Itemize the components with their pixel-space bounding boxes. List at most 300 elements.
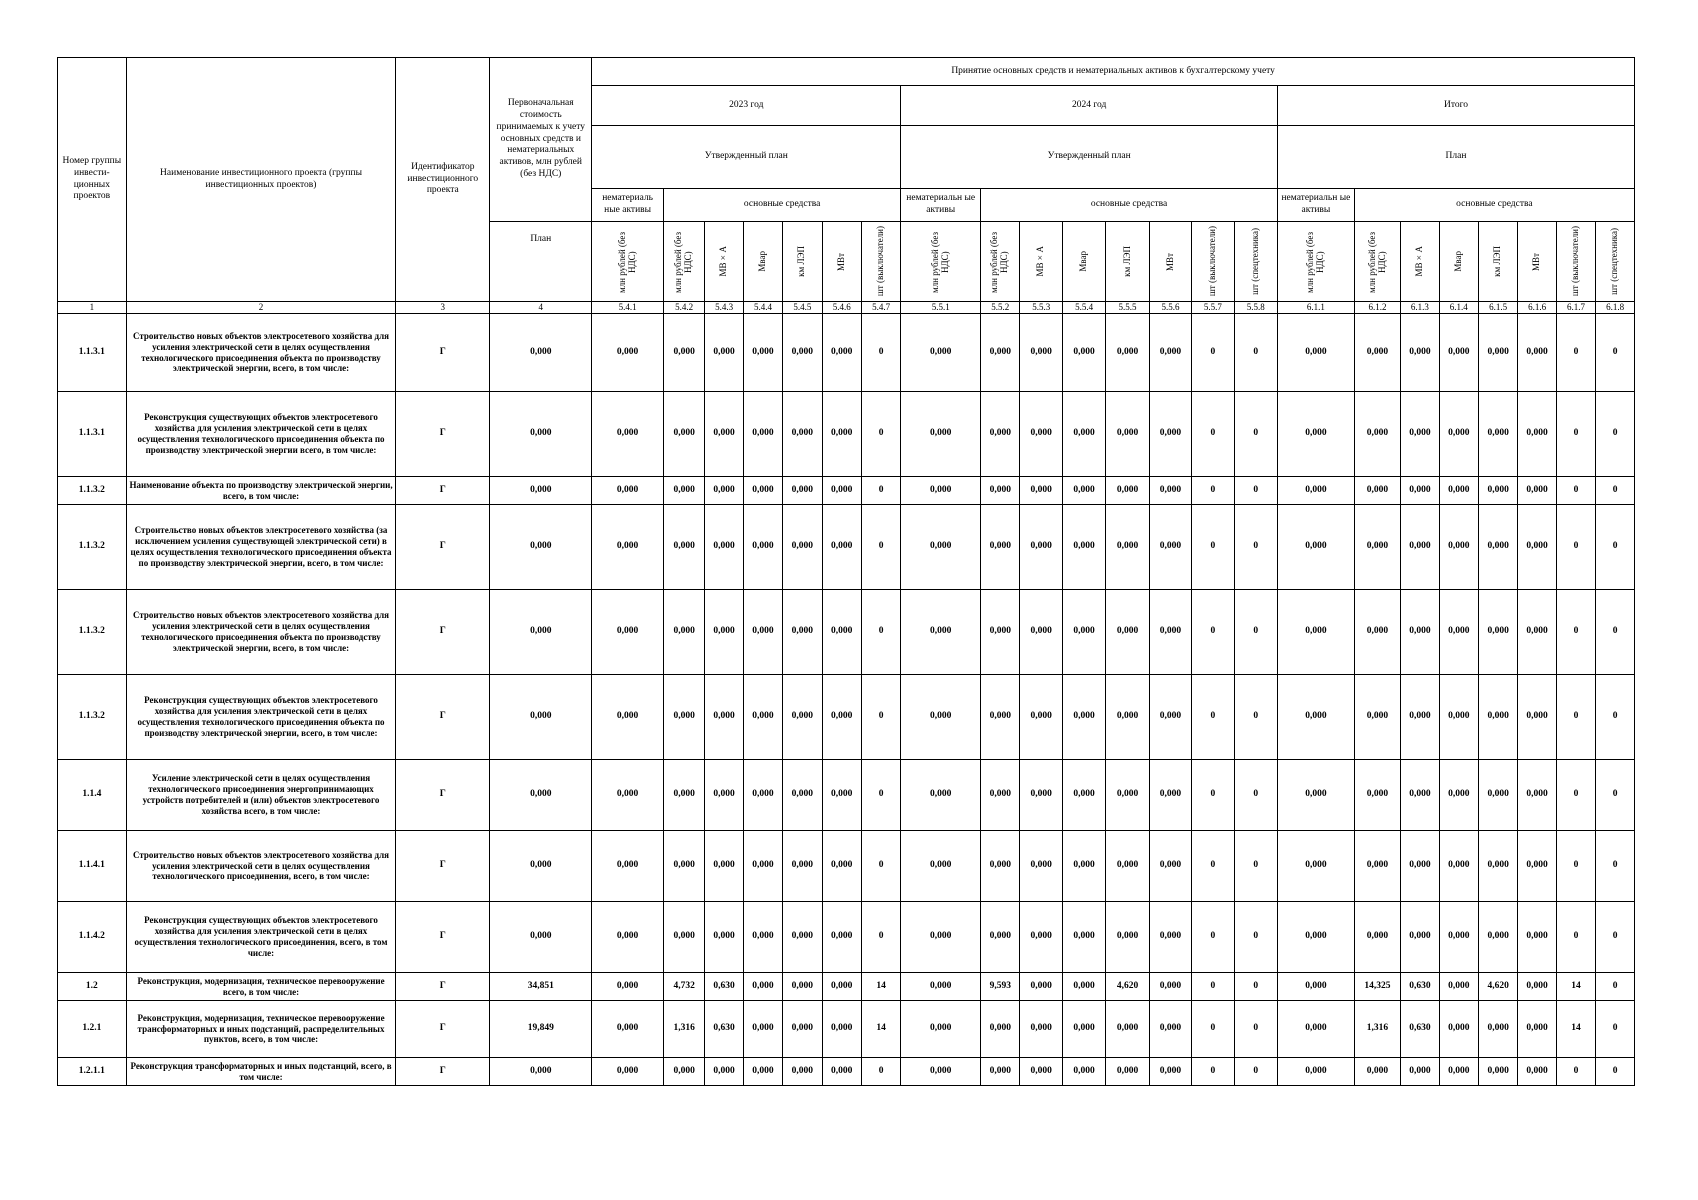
value-cell: 0,000	[1439, 760, 1478, 831]
value-cell: 0,000	[1401, 1058, 1439, 1086]
value-cell: 0,000	[1439, 1058, 1478, 1086]
column-number: 5.5.5	[1106, 302, 1149, 314]
unit-label: млн рублей (без НДС)	[929, 230, 950, 293]
value-cell: 0,000	[783, 973, 822, 1001]
value-cell: 14	[861, 1001, 900, 1058]
value-cell: 0,000	[1020, 477, 1062, 505]
value-cell: 0	[1556, 831, 1595, 902]
unit-label: МВ×А	[1413, 246, 1424, 277]
value-cell: 0,000	[1518, 973, 1556, 1001]
value-cell: 0,000	[743, 590, 782, 675]
value-cell: 0,000	[1062, 1058, 1105, 1086]
unit-label: шт (выключатели)	[875, 226, 886, 297]
column-number: 3	[396, 302, 490, 314]
value-cell: 0	[1596, 831, 1635, 902]
value-cell: 0	[1234, 1001, 1277, 1058]
value-cell: 0	[1596, 392, 1635, 477]
value-cell: 0,000	[1106, 477, 1149, 505]
value-cell: 0,000	[822, 1001, 861, 1058]
value-cell: 14	[1556, 973, 1595, 1001]
value-cell: 0,000	[1518, 675, 1556, 760]
value-cell: 0,000	[1020, 831, 1062, 902]
value-cell: 0	[1596, 760, 1635, 831]
value-cell: 0,000	[901, 831, 981, 902]
header-plan-2023: Утвержденный план	[592, 126, 901, 189]
value-cell: 0,000	[901, 675, 981, 760]
value-cell: 0,000	[783, 902, 822, 973]
value-cell: 0,000	[822, 1058, 861, 1086]
value-cell: 0,000	[490, 314, 592, 392]
value-cell: 0,000	[663, 477, 704, 505]
value-cell: 0,000	[1401, 831, 1439, 902]
value-cell: 0,000	[1149, 760, 1191, 831]
unit-header-2024-2	[981, 222, 1020, 302]
value-cell: 0,000	[1062, 1001, 1105, 1058]
column-number: 6.1.6	[1518, 302, 1556, 314]
value-cell: 0,000	[1278, 590, 1355, 675]
value-cell: 0,000	[1062, 590, 1105, 675]
value-cell: 0,000	[743, 392, 782, 477]
unit-header-2023-6	[822, 222, 861, 302]
header-fixed-assets-2024: основные средства	[981, 189, 1278, 222]
unit-header-2023-5	[783, 222, 822, 302]
table-row	[58, 831, 1635, 902]
unit-header-total-4	[1439, 222, 1478, 302]
value-cell: 0,000	[901, 1001, 981, 1058]
value-cell: 0,000	[1439, 831, 1478, 902]
value-cell: 0	[861, 760, 900, 831]
unit-label: млн рублей (без НДС)	[673, 230, 694, 293]
unit-label: млн рублей (без НДС)	[616, 230, 637, 293]
project-id-cell: Г	[396, 392, 490, 477]
value-cell: 9,593	[981, 973, 1020, 1001]
project-name-cell: Реконструкция, модернизация, техническое перевооружение трансформаторных и иных подстанций, распределительных пунктов, всего, в том числе:	[126, 1001, 396, 1058]
project-id-cell: Г	[396, 973, 490, 1001]
unit-header-2023-2	[663, 222, 704, 302]
value-cell: 0	[861, 392, 900, 477]
value-cell: 1,316	[1354, 1001, 1400, 1058]
column-number: 5.5.3	[1020, 302, 1062, 314]
column-number: 5.5.4	[1062, 302, 1105, 314]
table-row	[58, 760, 1635, 831]
value-cell: 0,000	[1062, 314, 1105, 392]
value-cell: 0,000	[1278, 831, 1355, 902]
value-cell: 0,000	[592, 973, 664, 1001]
column-number: 6.1.8	[1596, 302, 1635, 314]
unit-label: шт (выключатели)	[1206, 226, 1217, 297]
value-cell: 0,000	[901, 392, 981, 477]
value-cell: 0,000	[1518, 831, 1556, 902]
project-id-cell: Г	[396, 590, 490, 675]
table-row	[58, 973, 1635, 1001]
column-number: 1	[58, 302, 127, 314]
value-cell: 0	[1596, 1058, 1635, 1086]
value-cell: 0,630	[1401, 973, 1439, 1001]
value-cell: 0,000	[1354, 590, 1400, 675]
value-cell: 0	[1234, 675, 1277, 760]
value-cell: 0	[1596, 590, 1635, 675]
value-cell: 0,000	[1478, 590, 1517, 675]
value-cell: 0,000	[663, 314, 704, 392]
value-cell: 0,000	[1439, 314, 1478, 392]
value-cell: 0	[1192, 973, 1234, 1001]
value-cell: 0,000	[1478, 902, 1517, 973]
value-cell: 0	[861, 831, 900, 902]
project-name-cell: Строительство новых объектов электросетевого хозяйства для усиления электрической сети в целях осуществления технологического присоединения объекта по производству электрической энергии, всего, в том числе:	[126, 590, 396, 675]
value-cell: 0,000	[1518, 392, 1556, 477]
value-cell: 0,000	[1062, 760, 1105, 831]
value-cell: 0,000	[822, 902, 861, 973]
project-name-cell: Усиление электрической сети в целях осуществления технологического присоединения энергопринимающих устройств потребителей и (или) объектов электросетевого хозяйства всего, в том числе:	[126, 760, 396, 831]
unit-header-2024-6	[1149, 222, 1191, 302]
project-id-cell: Г	[396, 1001, 490, 1058]
value-cell: 0,000	[1149, 590, 1191, 675]
value-cell: 0,000	[1106, 760, 1149, 831]
value-cell: 0,000	[592, 505, 664, 590]
group-number-cell: 1.1.4.2	[58, 902, 127, 973]
header-intangible-2024: нематериальн ые активы	[901, 189, 981, 222]
header-fixed-assets-2023: основные средства	[663, 189, 900, 222]
header-year-total: Итого	[1278, 86, 1635, 126]
value-cell: 0	[1234, 1058, 1277, 1086]
value-cell: 0,000	[981, 590, 1020, 675]
column-number: 6.1.5	[1478, 302, 1517, 314]
value-cell: 0,000	[592, 590, 664, 675]
value-cell: 0,000	[663, 831, 704, 902]
value-cell: 0	[1192, 477, 1234, 505]
table-row	[58, 675, 1635, 760]
table-body	[58, 314, 1635, 1086]
value-cell: 0,000	[901, 902, 981, 973]
value-cell: 0,000	[901, 760, 981, 831]
value-cell: 0,000	[1401, 477, 1439, 505]
unit-label: млн рублей (без НДС)	[1366, 230, 1387, 293]
value-cell: 0,000	[1518, 1001, 1556, 1058]
value-cell: 0,000	[1020, 590, 1062, 675]
project-id-cell: Г	[396, 831, 490, 902]
value-cell: 0,000	[1278, 505, 1355, 590]
value-cell: 0,000	[743, 314, 782, 392]
value-cell: 0	[861, 675, 900, 760]
value-cell: 0,000	[822, 505, 861, 590]
column-number: 5.4.5	[783, 302, 822, 314]
value-cell: 0,000	[783, 1001, 822, 1058]
value-cell: 0,000	[981, 1058, 1020, 1086]
value-cell: 0,000	[1149, 902, 1191, 973]
value-cell: 0	[1556, 1058, 1595, 1086]
value-cell: 0,000	[490, 760, 592, 831]
value-cell: 0,000	[743, 477, 782, 505]
value-cell: 0,000	[783, 831, 822, 902]
value-cell: 0,000	[981, 1001, 1020, 1058]
value-cell: 0,000	[783, 760, 822, 831]
value-cell: 0	[1596, 1001, 1635, 1058]
value-cell: 0	[1234, 392, 1277, 477]
value-cell: 0	[1234, 831, 1277, 902]
value-cell: 0,000	[1062, 831, 1105, 902]
unit-label: МВ×А	[1035, 246, 1046, 277]
value-cell: 0,000	[1106, 831, 1149, 902]
unit-label: шт (выключатели)	[1570, 226, 1580, 297]
unit-header-total-7	[1556, 222, 1595, 302]
value-cell: 0,000	[981, 902, 1020, 973]
value-cell: 0,000	[1106, 505, 1149, 590]
column-number: 5.5.2	[981, 302, 1020, 314]
assets-acceptance-table	[57, 57, 1635, 1086]
column-number: 6.1.1	[1278, 302, 1355, 314]
unit-label: МВт	[835, 252, 846, 271]
value-cell: 0,000	[1518, 1058, 1556, 1086]
value-cell: 0,000	[705, 590, 743, 675]
table-row	[58, 1001, 1635, 1058]
value-cell: 0,000	[1020, 675, 1062, 760]
value-cell: 0,000	[592, 760, 664, 831]
project-id-cell: Г	[396, 675, 490, 760]
group-number-cell: 1.2.1.1	[58, 1058, 127, 1086]
column-number: 5.4.6	[822, 302, 861, 314]
value-cell: 0,000	[1478, 1001, 1517, 1058]
unit-label: Мвар	[757, 251, 767, 272]
header-plan: План	[490, 222, 592, 302]
value-cell: 34,851	[490, 973, 592, 1001]
unit-header-total-3	[1401, 222, 1439, 302]
unit-label: км ЛЭП	[796, 246, 807, 277]
value-cell: 0,000	[1439, 902, 1478, 973]
value-cell: 0,000	[981, 831, 1020, 902]
value-cell: 0,000	[705, 675, 743, 760]
unit-label: шт (спецтехника)	[1609, 228, 1620, 295]
value-cell: 0,000	[822, 314, 861, 392]
value-cell: 0	[1596, 973, 1635, 1001]
value-cell: 0,000	[1478, 314, 1517, 392]
value-cell: 0,000	[592, 675, 664, 760]
value-cell: 0,000	[705, 314, 743, 392]
group-number-cell: 1.1.3.2	[58, 675, 127, 760]
value-cell: 0,000	[1106, 1058, 1149, 1086]
value-cell: 0,000	[1439, 590, 1478, 675]
value-cell: 0,000	[1478, 760, 1517, 831]
value-cell: 0,000	[592, 831, 664, 902]
investment-report-sheet	[57, 57, 1635, 1086]
project-name-cell: Реконструкция трансформаторных и иных подстанций, всего, в том числе:	[126, 1058, 396, 1086]
value-cell: 0,000	[901, 314, 981, 392]
value-cell: 0,000	[1149, 392, 1191, 477]
value-cell: 0,000	[490, 831, 592, 902]
value-cell: 0,000	[1354, 902, 1400, 973]
column-number: 6.1.2	[1354, 302, 1400, 314]
value-cell: 0	[1596, 902, 1635, 973]
value-cell: 0,000	[1439, 1001, 1478, 1058]
value-cell: 0,000	[1278, 1001, 1355, 1058]
unit-label: МВт	[1164, 252, 1175, 271]
value-cell: 0,000	[1478, 675, 1517, 760]
unit-header-2023-1	[592, 222, 664, 302]
column-number: 5.5.7	[1192, 302, 1234, 314]
header-year-2023: 2023 год	[592, 86, 901, 126]
column-number: 4	[490, 302, 592, 314]
table-row	[58, 314, 1635, 392]
project-id-cell: Г	[396, 314, 490, 392]
value-cell: 0,000	[1401, 392, 1439, 477]
value-cell: 0,000	[1439, 392, 1478, 477]
value-cell: 4,620	[1106, 973, 1149, 1001]
value-cell: 0	[1596, 477, 1635, 505]
value-cell: 0	[1556, 477, 1595, 505]
value-cell: 0,000	[663, 760, 704, 831]
value-cell: 0,000	[1401, 590, 1439, 675]
unit-header-2024-3	[1020, 222, 1062, 302]
value-cell: 0,000	[1478, 392, 1517, 477]
value-cell: 0,000	[1478, 505, 1517, 590]
group-number-cell: 1.1.3.2	[58, 505, 127, 590]
unit-label: МВ×А	[718, 246, 729, 277]
header-acceptance-title: Принятие основных средств и нематериальных активов к бухгалтерскому учету	[592, 58, 1635, 86]
group-number-cell: 1.1.4	[58, 760, 127, 831]
header-initial-cost: Первоначальная стоимость принимаемых к учету основных средств и нематериальных активов, млн рублей (без НДС)	[490, 58, 592, 222]
value-cell: 0,000	[663, 590, 704, 675]
value-cell: 0,000	[1020, 902, 1062, 973]
value-cell: 0,000	[1518, 590, 1556, 675]
value-cell: 0,000	[663, 505, 704, 590]
value-cell: 0,000	[705, 392, 743, 477]
value-cell: 14,325	[1354, 973, 1400, 1001]
value-cell: 0,000	[1278, 392, 1355, 477]
value-cell: 0,000	[981, 675, 1020, 760]
value-cell: 4,620	[1478, 973, 1517, 1001]
value-cell: 0,000	[663, 1058, 704, 1086]
column-number: 5.5.1	[901, 302, 981, 314]
table-row	[58, 590, 1635, 675]
header-fixed-assets-total: основные средства	[1354, 189, 1634, 222]
value-cell: 0,000	[822, 760, 861, 831]
value-cell: 0,000	[1439, 505, 1478, 590]
unit-label: км ЛЭП	[1492, 246, 1503, 277]
project-id-cell: Г	[396, 1058, 490, 1086]
value-cell: 0	[861, 1058, 900, 1086]
value-cell: 0,000	[1062, 902, 1105, 973]
value-cell: 0,000	[1149, 477, 1191, 505]
value-cell: 0,000	[822, 675, 861, 760]
unit-label: Мвар	[1452, 251, 1463, 272]
value-cell: 0,000	[1106, 1001, 1149, 1058]
value-cell: 0,000	[490, 1058, 592, 1086]
value-cell: 0,630	[705, 973, 743, 1001]
value-cell: 0	[861, 590, 900, 675]
value-cell: 0,000	[1149, 973, 1191, 1001]
header-plan-total: План	[1278, 126, 1635, 189]
unit-header-2024-7	[1192, 222, 1234, 302]
unit-header-2024-8	[1234, 222, 1277, 302]
value-cell: 0,000	[1278, 760, 1355, 831]
value-cell: 0	[861, 902, 900, 973]
value-cell: 0,000	[1354, 314, 1400, 392]
value-cell: 0,000	[1278, 477, 1355, 505]
value-cell: 0,000	[1149, 675, 1191, 760]
value-cell: 0,000	[1149, 505, 1191, 590]
project-id-cell: Г	[396, 902, 490, 973]
value-cell: 0,000	[490, 675, 592, 760]
value-cell: 0	[1556, 902, 1595, 973]
project-name-cell: Реконструкция, модернизация, техническое перевооружение всего, в том числе:	[126, 973, 396, 1001]
value-cell: 0,000	[783, 314, 822, 392]
value-cell: 0,000	[1020, 1001, 1062, 1058]
unit-label: млн рублей (без НДС)	[989, 230, 1010, 293]
value-cell: 0	[1234, 590, 1277, 675]
value-cell: 0,000	[901, 590, 981, 675]
value-cell: 0,000	[592, 1058, 664, 1086]
header-project-name: Наименование инвестиционного проекта (группы инвестиционных проектов)	[126, 58, 396, 302]
value-cell: 0	[1596, 675, 1635, 760]
value-cell: 1,316	[663, 1001, 704, 1058]
header-year-2024: 2024 год	[901, 86, 1278, 126]
value-cell: 0,000	[901, 1058, 981, 1086]
value-cell: 0,000	[1478, 1058, 1517, 1086]
project-id-cell: Г	[396, 505, 490, 590]
value-cell: 0,000	[592, 477, 664, 505]
column-number: 5.4.1	[592, 302, 664, 314]
value-cell: 0	[1596, 505, 1635, 590]
value-cell: 0,000	[822, 973, 861, 1001]
value-cell: 0,630	[1401, 1001, 1439, 1058]
value-cell: 0,000	[1062, 505, 1105, 590]
value-cell: 0	[1192, 392, 1234, 477]
value-cell: 0,000	[1020, 760, 1062, 831]
value-cell: 0,000	[1149, 1001, 1191, 1058]
value-cell: 0,000	[490, 505, 592, 590]
value-cell: 0,000	[822, 590, 861, 675]
value-cell: 0,000	[592, 1001, 664, 1058]
column-number: 5.5.8	[1234, 302, 1277, 314]
value-cell: 0	[1192, 831, 1234, 902]
value-cell: 4,732	[663, 973, 704, 1001]
value-cell: 0	[1556, 760, 1595, 831]
value-cell: 0,000	[1020, 973, 1062, 1001]
value-cell: 0,000	[783, 675, 822, 760]
value-cell: 0,000	[663, 902, 704, 973]
value-cell: 0,000	[981, 505, 1020, 590]
value-cell: 0,000	[783, 392, 822, 477]
value-cell: 14	[1556, 1001, 1595, 1058]
value-cell: 0,000	[1149, 1058, 1191, 1086]
value-cell: 0	[1192, 314, 1234, 392]
unit-header-2024-4	[1062, 222, 1105, 302]
unit-header-total-1	[1278, 222, 1355, 302]
project-id-cell: Г	[396, 760, 490, 831]
table-row	[58, 1058, 1635, 1086]
value-cell: 0,000	[1106, 675, 1149, 760]
value-cell: 0,000	[1020, 314, 1062, 392]
value-cell: 0,000	[783, 590, 822, 675]
value-cell: 0,000	[705, 831, 743, 902]
group-number-cell: 1.1.3.2	[58, 477, 127, 505]
value-cell: 0,000	[1439, 973, 1478, 1001]
value-cell: 0,000	[705, 760, 743, 831]
group-number-cell: 1.2	[58, 973, 127, 1001]
value-cell: 0,000	[1278, 675, 1355, 760]
value-cell: 0,000	[705, 902, 743, 973]
unit-header-total-2	[1354, 222, 1400, 302]
value-cell: 0	[1234, 973, 1277, 1001]
unit-header-total-6	[1518, 222, 1556, 302]
value-cell: 0,000	[822, 392, 861, 477]
value-cell: 0,000	[1401, 505, 1439, 590]
unit-label: км ЛЭП	[1121, 246, 1132, 277]
value-cell: 0,000	[901, 505, 981, 590]
value-cell: 0,000	[592, 392, 664, 477]
value-cell: 0,000	[1354, 831, 1400, 902]
value-cell: 0,000	[1354, 1058, 1400, 1086]
value-cell: 0,000	[743, 1058, 782, 1086]
